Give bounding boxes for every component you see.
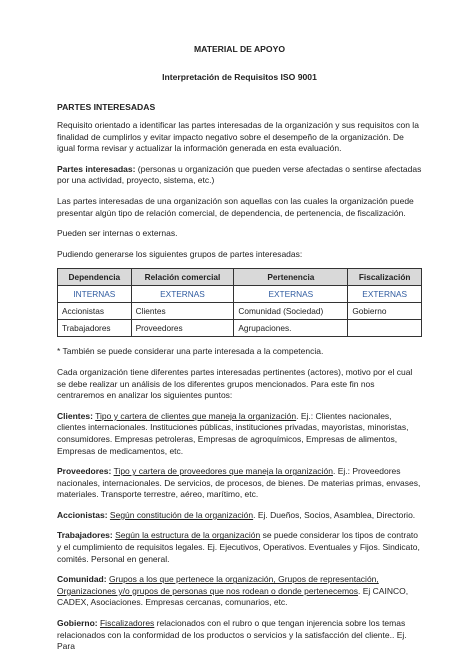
table-cell: EXTERNAS xyxy=(234,286,348,303)
gobierno-paragraph: Gobierno: Fiscalizadores relacionados con el rubro o que tengan injerencia sobre los temas relacionados con la conformidad de los productos o servicios y la satisfacción del cliente.. Ej. Para xyxy=(57,618,407,652)
definition-term: Partes interesadas: xyxy=(57,163,136,174)
trabajadores-paragraph: Trabajadores: Según la estructura de la organización se puede considerar los tipos de contrato y el cumplimiento de requisitos legales. Ej. Ejecutivos, Operativos. Eventuales y Fijos. Sindicato, comités. Personal en general. xyxy=(57,530,420,564)
clientes-paragraph: Clientes: Tipo y cartera de clientes que maneja la organización. Ej.: Clientes nacionales, clientes internacionales. Instituciones públicas, instituciones privadas, mayoristas, minoristas, consumidores. Empresas petroleras, Empresas de agroquímicos, Empresas de alimentos, Empresas de medicamentos, etc. xyxy=(57,410,409,456)
gobierno-underlined: Fiscalizadores xyxy=(99,618,155,629)
proveedores-underlined: Tipo y cartera de proveedores que maneja la organización xyxy=(113,466,333,477)
table-header-cell: Pertenencia xyxy=(234,269,348,286)
table-cell: EXTERNAS xyxy=(348,286,422,303)
section-heading: PARTES INTERESADAS xyxy=(57,102,156,112)
comunidad-underlined: Grupos a los que pertenece la organización, Grupos de representación, Organizaciones y/o grupos de personas que nos rodean o donde pertenecemos xyxy=(57,574,379,596)
comunidad-paragraph: Comunidad: Grupos a los que pertenece la organización, Grupos de representación, Organizaciones y/o grupos de personas que nos rodean o donde pertenecemos. Ej CAINCO, CADEX, Asociaciones. Empresas cercanas, comunarios, etc. xyxy=(57,574,409,608)
table-cell: Comunidad (Sociedad) xyxy=(234,303,348,320)
table-cell: EXTERNAS xyxy=(131,286,234,303)
proveedores-paragraph: Proveedores: Tipo y cartera de proveedores que maneja la organización. Ej.: Proveedores nacionales, internacionales. De servicios, de procesos, de bienes. De materias primas, envases, materiales. Transporte terrestre, aéreo, marítimo, etc. xyxy=(57,466,421,500)
accionistas-paragraph: Accionistas: Según constitución de la organización. Ej. Dueños, Socios, Asamblea, Directorio. xyxy=(57,509,416,520)
table-header-row xyxy=(58,269,422,286)
table-cell: Clientes xyxy=(131,303,234,320)
intro-paragraph: Requisito orientado a identificar las partes interesadas de la organización y sus requisitos con la finalidad de cumplirlos y evitar impacto negativo sobre el desempeño de la organización. De igual forma revisar y actualizar la información generada en esta evaluación. xyxy=(57,120,419,154)
document-subtitle: Interpretación de Requisitos ISO 9001 xyxy=(162,72,317,82)
table-header-cell: Fiscalización xyxy=(348,269,422,286)
accionistas-underlined: Según constitución de la organización xyxy=(109,509,254,520)
table-cell xyxy=(348,320,422,337)
actors-paragraph: Cada organización tiene diferentes partes interesadas pertinentes (actores), motivo por el cual se debe realizar un análisis de los diferentes grupos mencionados. Para este fin nos centraremos en analizar los siguientes puntos: xyxy=(57,366,413,401)
clientes-underlined: Tipo y cartera de clientes que maneja la organización xyxy=(95,410,297,421)
table-row xyxy=(58,320,422,337)
table-cell: Agrupaciones. xyxy=(234,320,348,337)
table-header-cell: Relación comercial xyxy=(131,269,234,286)
table-cell: Trabajadores xyxy=(58,320,132,337)
table-cell: Accionistas xyxy=(58,303,132,320)
org-paragraph: Las partes interesadas de una organización son aquellas con las cuales la organización puede presentar algún tipo de relación comercial, de dependencia, de pertenencia, de fiscalización. xyxy=(57,195,414,218)
internal-external-paragraph: Pueden ser internas o externas. xyxy=(57,228,178,239)
proveedores-term: Proveedores: xyxy=(57,466,112,477)
table-row xyxy=(58,286,422,303)
comunidad-term: Comunidad: xyxy=(57,574,107,585)
trabajadores-underlined: Según la estructura de la organización xyxy=(115,530,261,541)
document-title: MATERIAL DE APOYO xyxy=(193,44,286,54)
table-cell: Proveedores xyxy=(131,320,234,337)
table-note: * También se puede considerar una parte interesada a la competencia. xyxy=(57,346,324,357)
gobierno-term: Gobierno: xyxy=(57,618,98,629)
definition-text: (personas u organización que pueden verse afectadas o sentirse afectadas por una actividad, proyecto, sistema, etc.) xyxy=(57,163,422,186)
table-row xyxy=(58,303,422,320)
definition-paragraph xyxy=(57,164,422,187)
groups-paragraph: Pudiendo generarse los siguientes grupos de partes interesadas: xyxy=(57,248,303,259)
table-cell: INTERNAS xyxy=(58,286,132,303)
table-cell: Gobierno xyxy=(348,303,422,320)
accionistas-term: Accionistas: xyxy=(57,509,108,520)
trabajadores-term: Trabajadores: xyxy=(57,530,113,541)
clientes-term: Clientes: xyxy=(57,410,93,421)
table-header-cell: Dependencia xyxy=(58,269,132,286)
groups-table xyxy=(57,268,422,337)
